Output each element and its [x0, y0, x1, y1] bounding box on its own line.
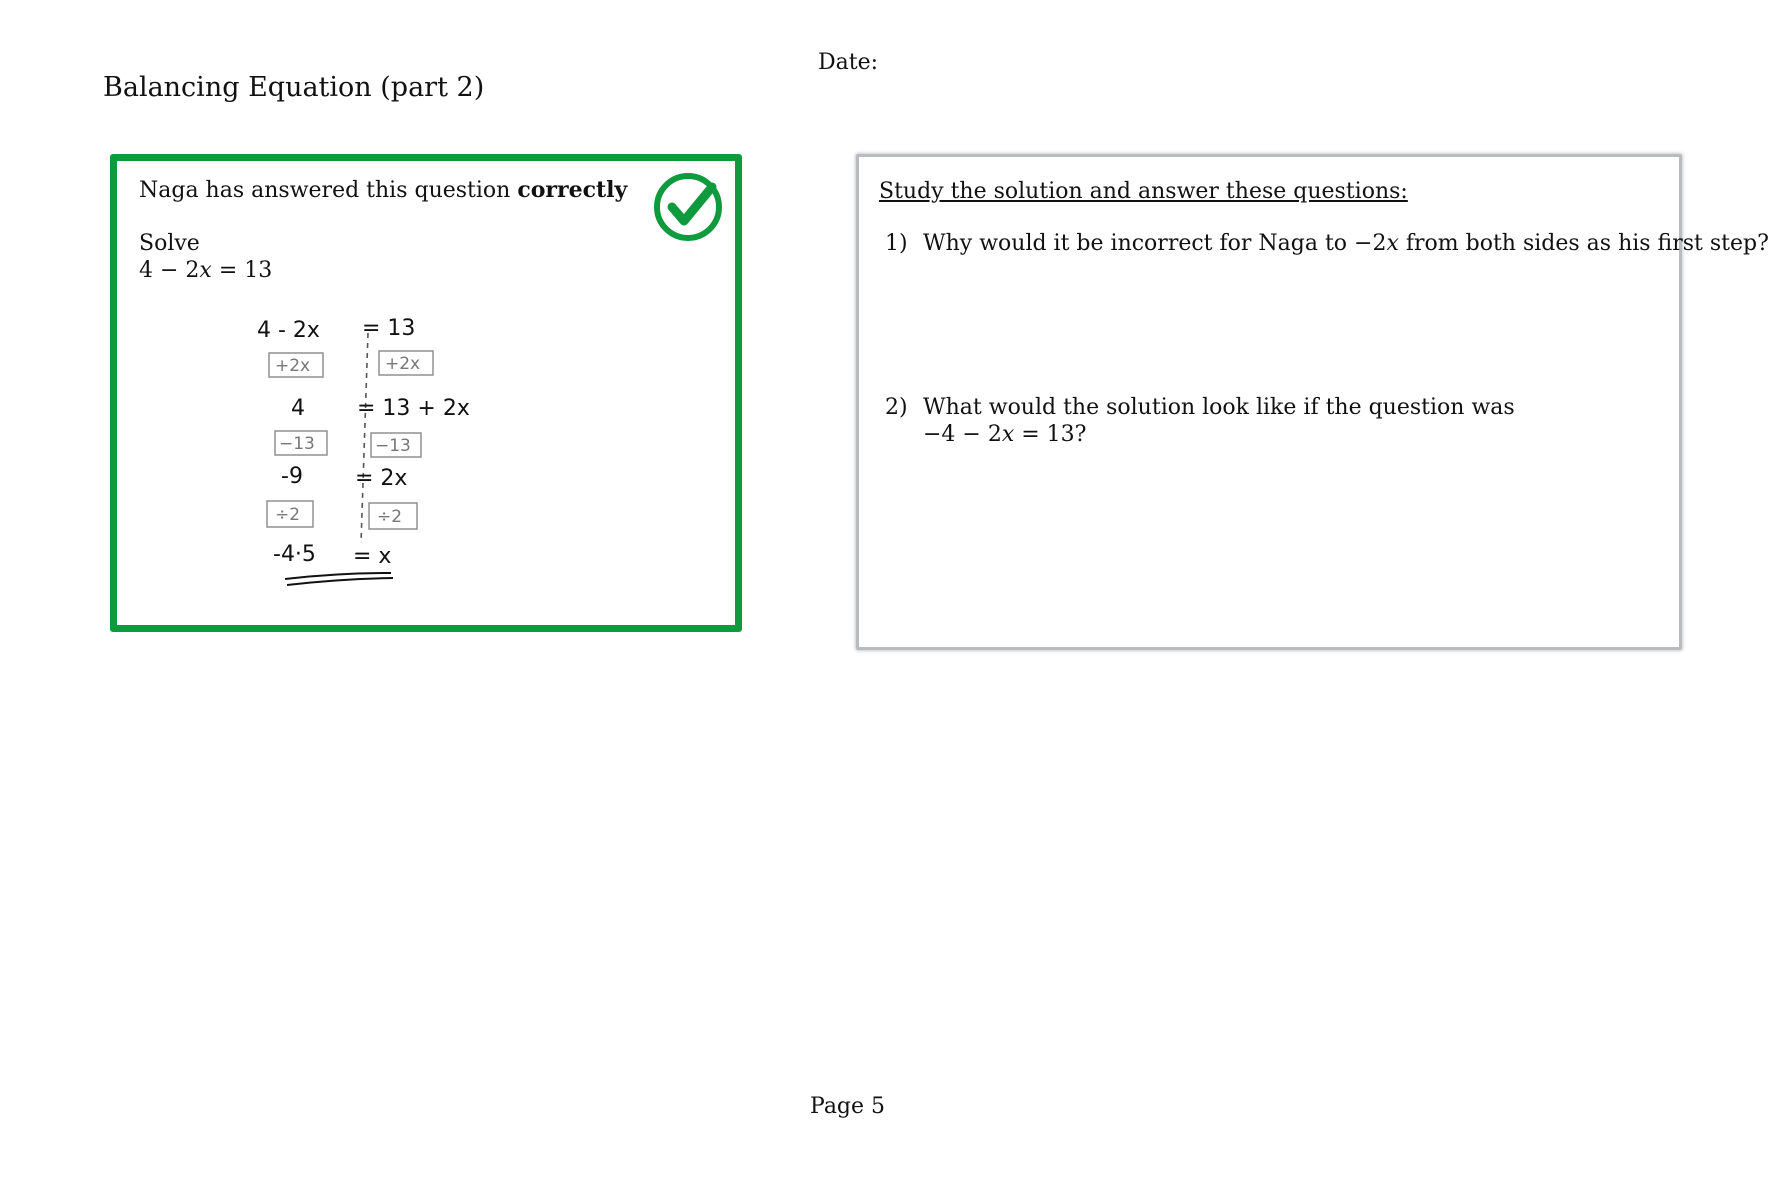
working-line1-left: 4 - 2x [257, 318, 320, 343]
working-line4-left: -4·5 [273, 542, 316, 567]
question-1-number: 1) [885, 231, 908, 256]
intro-text [139, 177, 627, 203]
question-equation: 4 − 2𝑥 = 13 [139, 258, 273, 283]
question-2-text: What would the solution look like if the question was [923, 395, 1515, 420]
working-line3-right: = 2x [355, 466, 408, 491]
working-line2-left: 4 [291, 396, 305, 421]
date-label: Date: [818, 50, 879, 75]
step3-left: ÷2 [275, 505, 301, 525]
working-line3-left: -9 [281, 464, 303, 489]
step3-right: ÷2 [377, 507, 403, 527]
step2-right: −13 [375, 436, 411, 456]
questions-card [856, 154, 1769, 650]
question-2-number: 2) [885, 395, 908, 420]
question-2-equation: −4 − 2𝑥 = 13? [923, 422, 1087, 447]
page-title: Balancing Equation (part 2) [103, 72, 485, 103]
solve-label: Solve [139, 231, 200, 256]
question-2 [885, 395, 1515, 420]
handwritten-working [257, 311, 497, 601]
questions-heading: Study the solution and answer these questions: [879, 179, 1408, 204]
intro-prefix: Naga has answered this question [139, 178, 518, 203]
working-line4-right: = x [353, 544, 392, 569]
page-number: Page 5 [810, 1094, 886, 1119]
worked-example-card [110, 154, 742, 632]
intro-bold: correctly [517, 177, 628, 203]
question-1 [885, 231, 1769, 256]
step1-left: +2x [275, 356, 311, 376]
working-line1-right: = 13 [362, 316, 416, 341]
check-circle-icon [652, 171, 724, 243]
question-1-text: Why would it be incorrect for Naga to −2𝑥 from both sides as his first step? [923, 231, 1769, 256]
step2-left: −13 [279, 434, 315, 454]
step1-right: +2x [385, 354, 421, 374]
working-line2-right: = 13 + 2x [357, 396, 470, 421]
